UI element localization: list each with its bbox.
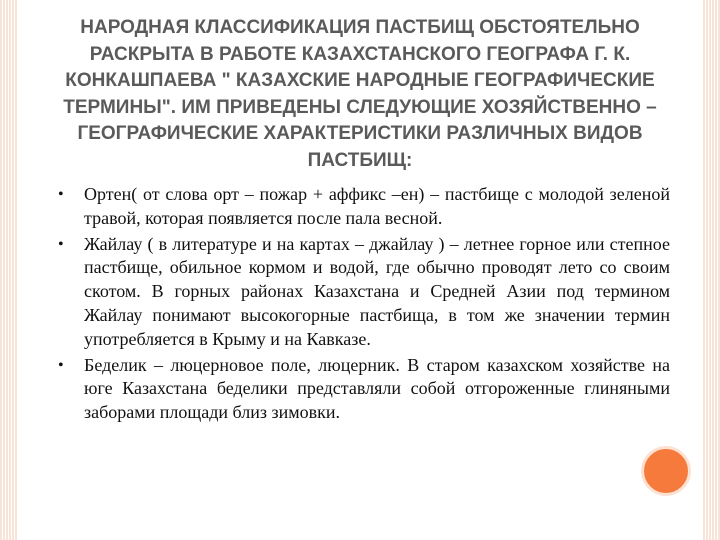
list-item [58, 354, 670, 425]
slide-title: НАРОДНАЯ КЛАССИФИКАЦИЯ ПАСТБИЩ ОБСТОЯТЕЛЬНО РАСКРЫТА В РАБОТЕ КАЗАХСТАНСКОГО ГЕОГРАФА Г. К. КОНКАШПАЕВА " КАЗАХСКИЕ НАРОДНЫЕ ГЕОГРАФИЧЕСКИЕ ТЕРМИНЫ". ИМ ПРИВЕДЕНЫ СЛЕДУЮЩИЕ ХОЗЯЙСТВЕННО – ГЕОГРАФИЧЕСКИЕ ХАРАКТЕРИСТИКИ РАЗЛИЧНЫХ ВИДОВ ПАСТБИЩ: [63, 17, 657, 171]
right-decorative-border [703, 0, 720, 540]
left-decorative-border [0, 0, 17, 540]
bullet-icon: • [58, 235, 64, 253]
decorative-circle [641, 446, 691, 496]
bullet-icon: • [58, 356, 64, 374]
list-item [58, 233, 670, 352]
bullet-text-zhailau: Жайлау ( в литературе и на картах – джайлау ) – летнее горное или степное пастбище, обильное кормом и водой, где обычно проводят лето со своим скотом. В горных районах Казахстана и Средней Азии под термином Жайлау понимают высокогорные пастбища, в том же значении термин употребляется в Крыму и на Кавказе. [84, 233, 670, 349]
bullet-list [58, 183, 670, 427]
bullet-text-bedelik: Беделик – люцерновое поле, люцерник. В старом казахском хозяйстве на юге Казахстана беделики представляли собой отгороженные глиняными заборами площади близ зимовки. [84, 354, 670, 423]
bullet-text-orten: Ортен( от слова орт – пожар + аффикс –ен) – пастбище с молодой зеленой травой, которая появляется после пала весной. [84, 184, 670, 228]
list-item [58, 183, 670, 231]
bullet-icon: • [58, 186, 64, 203]
